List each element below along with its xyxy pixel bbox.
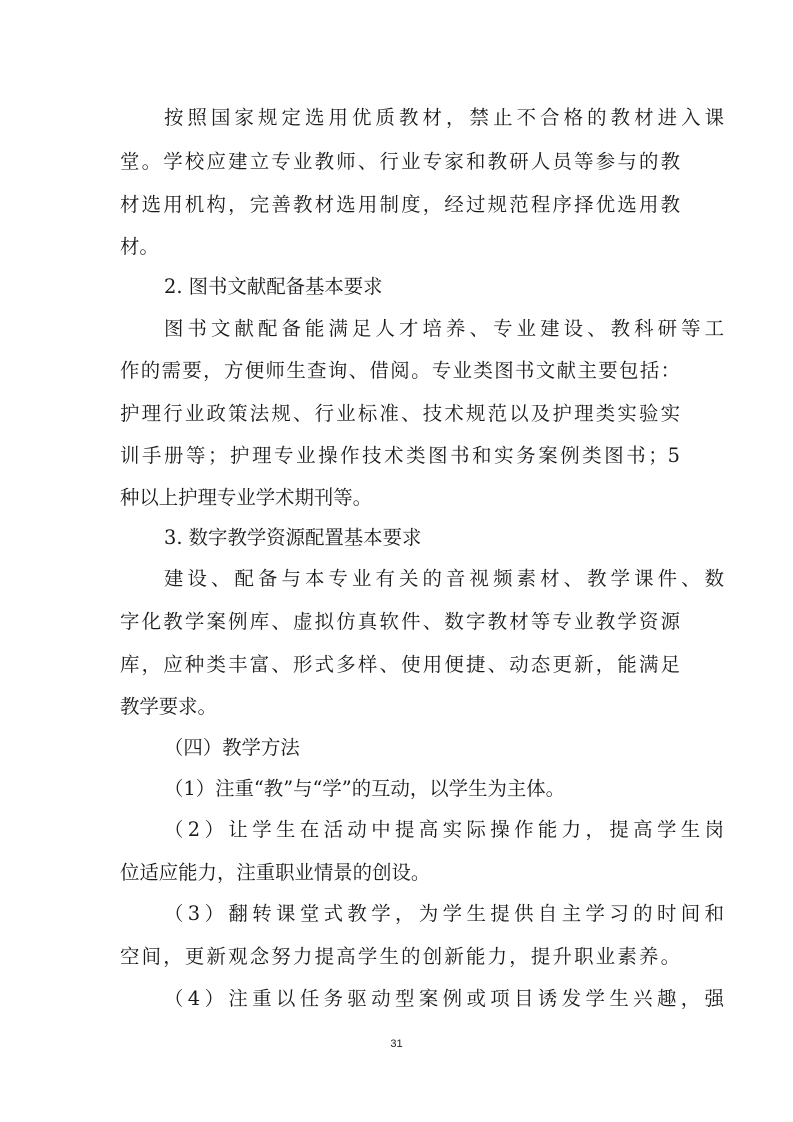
section-heading: （四）教学方法 [164,736,300,759]
list-item-line: 位适应能力，注重职业情景的创设。 [120,861,431,884]
paragraph-line: 图书文献配备能满足人才培养、专业建设、教科研等工 [164,317,724,340]
paragraph-line: 护理行业政策法规、行业标准、技术规范以及护理类实验实 [120,402,680,425]
paragraph-line: 作的需要，方便师生查询、借阅。专业类图书文献主要包括： [120,359,680,382]
paragraph-line: 教学要求。 [120,695,217,718]
paragraph-line: 库，应种类丰富、形式多样、使用便捷、动态更新，能满足 [120,653,680,676]
paragraph-line: 材。 [120,235,159,258]
paragraph-line: 字化教学案例库、虚拟仿真软件、数字教材等专业教学资源 [120,610,680,633]
list-item-line: （2）让学生在活动中提高实际操作能力，提高学生岗 [164,818,724,841]
list-item-line: （3）翻转课堂式教学，为学生提供自主学习的时间和 [164,902,724,925]
paragraph-line: 种以上护理专业学术期刊等。 [120,486,373,509]
paragraph-line: 堂。学校应建立专业教师、行业专家和教研人员等参与的教 [120,150,680,173]
list-item-line: 空间，更新观念努力提高学生的创新能力，提升职业素养。 [120,945,680,968]
page-number: 31 [390,1038,403,1050]
section-heading: 3. 数字教学资源配置基本要求 [164,526,422,549]
paragraph-line: 建设、配备与本专业有关的音视频素材、教学课件、数 [164,567,724,590]
paragraph-line: 训手册等；护理专业操作技术类图书和实务案例类图书；5 [120,444,680,467]
list-item-line: （4）注重以任务驱动型案例或项目诱发学生兴趣，强 [164,987,724,1010]
paragraph-line: 材选用机构，完善教材选用制度，经过规范程序择优选用教 [120,193,680,216]
list-item-line: （1）注重“教”与“学”的互动，以学生为主体。 [164,777,566,800]
paragraph-line: 按照国家规定选用优质教材，禁止不合格的教材进入课 [164,106,724,129]
section-heading: 2. 图书文献配备基本要求 [164,275,383,298]
